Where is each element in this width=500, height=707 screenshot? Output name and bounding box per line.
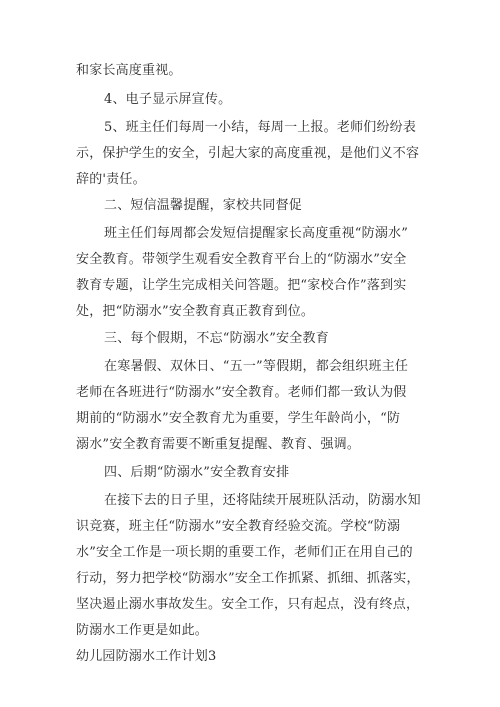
paragraph-line: 和家长高度重视。 [76,63,182,78]
list-item-4: 4、电子显示屏宣传。 [104,92,232,107]
paragraph-line: 溺水”安全教育需要不断重复提醒、教育、强调。 [76,437,361,452]
paragraph-line: 处，把“防溺水”安全教育真正教育到位。 [76,304,315,319]
paragraph-line: 在接下去的日子里，还将陆续开展班队活动，防溺水知 [104,493,421,508]
next-section-title: 幼儿园防溺水工作计划3 [76,649,217,664]
paragraph-line: 水”安全工作是一项长期的重要工作，老师们正在用自己的 [76,545,413,560]
paragraph-line: 坚决遏止溺水事故发生。安全工作，只有起点，没有终点， [76,597,420,612]
paragraph-line: 期前的“防溺水”安全教育尤为重要，学生年龄尚小，“防 [76,411,401,426]
paragraph-line: 安全教育。带领学生观看安全教育平台上的“防溺水”安全 [76,252,407,267]
section-heading-3: 三、每个假期，不忘“防溺水”安全教育 [104,331,329,346]
paragraph-line: 班主任们每周都会发短信提醒家长高度重视“防溺水” [104,226,409,241]
section-heading-4: 四、后期“防溺水”安全教育安排 [104,465,290,480]
list-item-5-line: 5、班主任们每周一小结，每周一上报。老师们纷纷表 [104,120,417,135]
list-item-5-line: 辞的'责任。 [76,172,146,187]
paragraph-line: 教育专题，让学生完成相关问答题。把“家校合作”落到实 [76,278,407,293]
section-heading-2: 二、短信温馨提醒，家校共同督促 [104,198,303,213]
paragraph-line: 在寒暑假、双休日、“五一”等假期，都会组织班主任 [104,359,409,374]
paragraph-line: 行动，努力把学校“防溺水”安全工作抓紧、抓细、抓落实， [76,571,420,586]
paragraph-line: 识竞赛，班主任“防溺水”安全教育经验交流。学校“防溺 [76,519,401,534]
paragraph-line: 防溺水工作更是如此。 [76,623,209,638]
paragraph-line: 老师在各班进行“防溺水”安全教育。老师们都一致认为假 [76,385,407,400]
list-item-5-line: 示，保护学生的安全，引起大家的高度重视，是他们义不容 [76,146,420,161]
